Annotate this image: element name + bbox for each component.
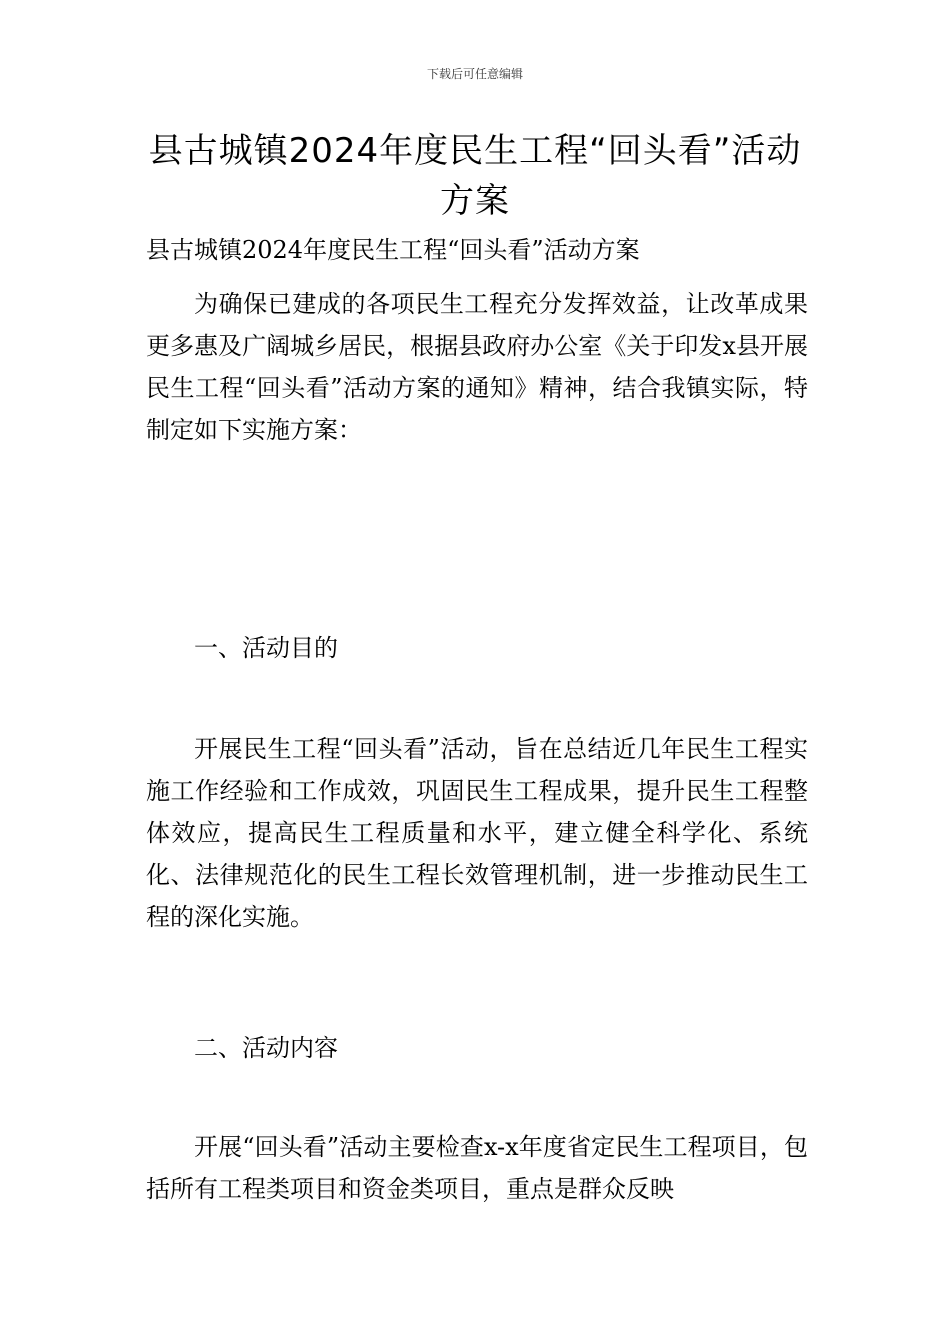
section-heading-content: 二、活动内容 [194,1034,338,1062]
header-note: 下载后可任意编辑 [426,67,523,81]
document-subtitle: 县古城镇2024年度民生工程“回头看”活动方案 [146,236,640,264]
document-title: 县古城镇2024年度民生工程“回头看”活动方案 [148,131,802,221]
intro-paragraph: 为确保已建成的各项民生工程充分发挥效益，让改革成果更多惠及广阔城乡居民，根据县政府办公室《关于印发x县开展民生工程“回头看”活动方案的通知》精神，结合我镇实际，特制定如下实施方案： [146,290,808,444]
section-body-purpose: 开展民生工程“回头看”活动，旨在总结近几年民生工程实施工作经验和工作成效，巩固民生工程成果，提升民生工程整体效应，提高民生工程质量和水平，建立健全科学化、系统化、法律规范化的民生工程长效管理机制，进一步推动民生工程的深化实施。 [146,735,808,931]
section-body-content: 开展“回头看”活动主要检查x-x年度省定民生工程项目，包括所有工程类项目和资金类项目，重点是群众反映 [146,1133,808,1203]
section-heading-purpose: 一、活动目的 [194,634,338,662]
